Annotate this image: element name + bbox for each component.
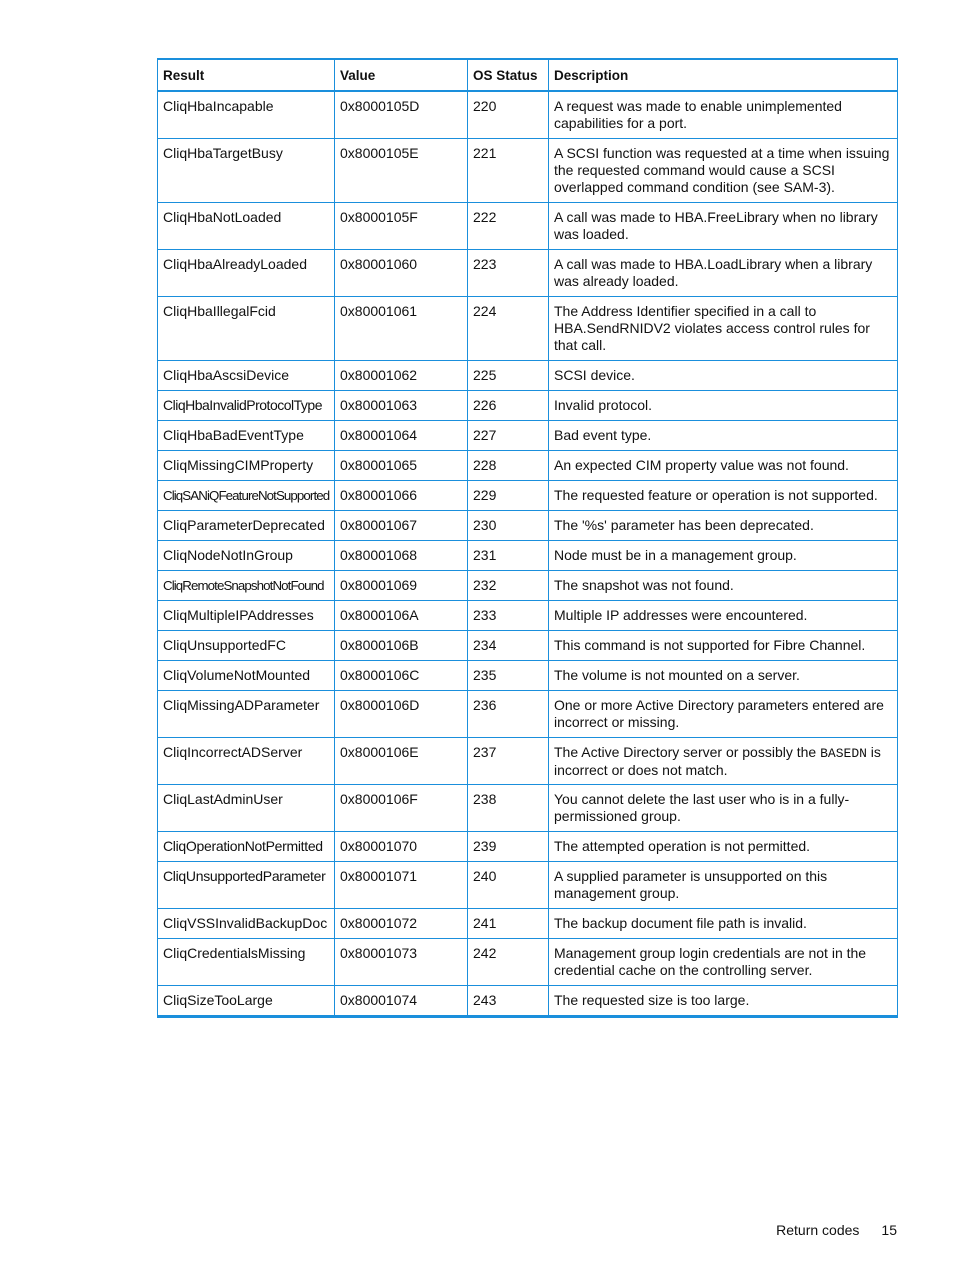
os-status-cell: 241 xyxy=(468,909,549,939)
page-number: 15 xyxy=(881,1222,897,1238)
description-cell: Management group login credentials are not in the credential cache on the controlling server. xyxy=(549,939,898,986)
description-cell: A SCSI function was requested at a time when issuing the requested command would cause a SCSI overlapped command condition (see SAM-3). xyxy=(549,139,898,203)
value-cell: 0x80001074 xyxy=(335,986,468,1017)
description-cell: The requested size is too large. xyxy=(549,986,898,1017)
table-row xyxy=(158,511,898,541)
column-header-result: Result xyxy=(158,59,335,91)
return-codes-table xyxy=(157,58,898,1018)
value-cell: 0x80001063 xyxy=(335,391,468,421)
result-cell: CliqVolumeNotMounted xyxy=(158,661,335,691)
table-row xyxy=(158,631,898,661)
os-status-cell: 236 xyxy=(468,691,549,738)
result-cell: CliqHbaIllegalFcid xyxy=(158,297,335,361)
page-footer xyxy=(700,1222,897,1238)
result-cell: CliqHbaTargetBusy xyxy=(158,139,335,203)
value-cell: 0x8000105F xyxy=(335,203,468,250)
result-cell: CliqSizeTooLarge xyxy=(158,986,335,1017)
result-cell: CliqMultipleIPAddresses xyxy=(158,601,335,631)
description-cell: The requested feature or operation is not supported. xyxy=(549,481,898,511)
table-row xyxy=(158,939,898,986)
os-status-cell: 228 xyxy=(468,451,549,481)
value-cell: 0x80001070 xyxy=(335,832,468,862)
os-status-cell: 230 xyxy=(468,511,549,541)
result-cell: CliqHbaInvalidProtocolType xyxy=(158,391,335,421)
description-cell: The backup document file path is invalid. xyxy=(549,909,898,939)
result-cell: CliqRemoteSnapshotNotFound xyxy=(158,571,335,601)
table-row xyxy=(158,691,898,738)
value-cell: 0x80001061 xyxy=(335,297,468,361)
result-cell: CliqNodeNotInGroup xyxy=(158,541,335,571)
result-cell: CliqMissingCIMProperty xyxy=(158,451,335,481)
value-cell: 0x8000106F xyxy=(335,785,468,832)
os-status-cell: 240 xyxy=(468,862,549,909)
value-cell: 0x80001072 xyxy=(335,909,468,939)
os-status-cell: 224 xyxy=(468,297,549,361)
table-header-row xyxy=(158,59,898,91)
basedn-code: BASEDN xyxy=(820,746,867,761)
description-cell: The volume is not mounted on a server. xyxy=(549,661,898,691)
os-status-cell: 234 xyxy=(468,631,549,661)
description-cell: The '%s' parameter has been deprecated. xyxy=(549,511,898,541)
description-cell xyxy=(549,738,898,785)
os-status-cell: 222 xyxy=(468,203,549,250)
table-row xyxy=(158,391,898,421)
os-status-cell: 231 xyxy=(468,541,549,571)
os-status-cell: 223 xyxy=(468,250,549,297)
description-cell: A supplied parameter is unsupported on this management group. xyxy=(549,862,898,909)
os-status-cell: 238 xyxy=(468,785,549,832)
table-row xyxy=(158,91,898,139)
table-row xyxy=(158,909,898,939)
description-cell: The attempted operation is not permitted. xyxy=(549,832,898,862)
result-cell: CliqLastAdminUser xyxy=(158,785,335,832)
description-cell: A request was made to enable unimplemented capabilities for a port. xyxy=(549,91,898,139)
table-row xyxy=(158,421,898,451)
os-status-cell: 229 xyxy=(468,481,549,511)
table-row xyxy=(158,451,898,481)
value-cell: 0x80001065 xyxy=(335,451,468,481)
column-header-description: Description xyxy=(549,59,898,91)
result-cell: CliqCredentialsMissing xyxy=(158,939,335,986)
result-cell: CliqHbaAscsiDevice xyxy=(158,361,335,391)
value-cell: 0x80001066 xyxy=(335,481,468,511)
result-cell: CliqVSSInvalidBackupDoc xyxy=(158,909,335,939)
table-row xyxy=(158,832,898,862)
result-cell: CliqUnsupportedFC xyxy=(158,631,335,661)
value-cell: 0x80001071 xyxy=(335,862,468,909)
value-cell: 0x8000105D xyxy=(335,91,468,139)
description-cell: Multiple IP addresses were encountered. xyxy=(549,601,898,631)
table-row xyxy=(158,541,898,571)
os-status-cell: 226 xyxy=(468,391,549,421)
table-row xyxy=(158,361,898,391)
result-cell: CliqHbaBadEventType xyxy=(158,421,335,451)
os-status-cell: 221 xyxy=(468,139,549,203)
table-row xyxy=(158,250,898,297)
result-cell: CliqHbaNotLoaded xyxy=(158,203,335,250)
value-cell: 0x80001064 xyxy=(335,421,468,451)
description-cell: The snapshot was not found. xyxy=(549,571,898,601)
result-cell: CliqHbaIncapable xyxy=(158,91,335,139)
description-cell: You cannot delete the last user who is in a fully-permissioned group. xyxy=(549,785,898,832)
description-cell: Invalid protocol. xyxy=(549,391,898,421)
os-status-cell: 233 xyxy=(468,601,549,631)
description-cell: The Address Identifier specified in a call to HBA.SendRNIDV2 violates access control rules for that call. xyxy=(549,297,898,361)
os-status-cell: 243 xyxy=(468,986,549,1017)
table-row xyxy=(158,862,898,909)
result-cell: CliqSANiQFeatureNotSupported xyxy=(158,481,335,511)
description-cell: A call was made to HBA.LoadLibrary when a library was already loaded. xyxy=(549,250,898,297)
table-row xyxy=(158,297,898,361)
table-row xyxy=(158,785,898,832)
table-row xyxy=(158,986,898,1017)
table-row xyxy=(158,738,898,785)
description-cell: An expected CIM property value was not found. xyxy=(549,451,898,481)
value-cell: 0x80001073 xyxy=(335,939,468,986)
os-status-cell: 227 xyxy=(468,421,549,451)
result-cell: CliqParameterDeprecated xyxy=(158,511,335,541)
value-cell: 0x8000106C xyxy=(335,661,468,691)
value-cell: 0x8000106D xyxy=(335,691,468,738)
description-text: is incorrect or does not match. xyxy=(554,744,881,778)
os-status-cell: 235 xyxy=(468,661,549,691)
table-row xyxy=(158,661,898,691)
description-cell: Node must be in a management group. xyxy=(549,541,898,571)
footer-section-title: Return codes xyxy=(776,1222,860,1238)
description-cell: SCSI device. xyxy=(549,361,898,391)
description-cell: A call was made to HBA.FreeLibrary when no library was loaded. xyxy=(549,203,898,250)
description-cell: This command is not supported for Fibre Channel. xyxy=(549,631,898,661)
result-cell: CliqHbaAlreadyLoaded xyxy=(158,250,335,297)
os-status-cell: 225 xyxy=(468,361,549,391)
os-status-cell: 237 xyxy=(468,738,549,785)
description-cell: Bad event type. xyxy=(549,421,898,451)
table-row xyxy=(158,481,898,511)
value-cell: 0x80001062 xyxy=(335,361,468,391)
value-cell: 0x80001069 xyxy=(335,571,468,601)
table-row xyxy=(158,203,898,250)
os-status-cell: 220 xyxy=(468,91,549,139)
value-cell: 0x8000106E xyxy=(335,738,468,785)
description-cell: One or more Active Directory parameters entered are incorrect or missing. xyxy=(549,691,898,738)
table-row xyxy=(158,571,898,601)
result-cell: CliqIncorrectADServer xyxy=(158,738,335,785)
table-row xyxy=(158,139,898,203)
os-status-cell: 239 xyxy=(468,832,549,862)
value-cell: 0x8000106A xyxy=(335,601,468,631)
value-cell: 0x80001067 xyxy=(335,511,468,541)
value-cell: 0x8000106B xyxy=(335,631,468,661)
description-text: The Active Directory server or possibly the xyxy=(554,744,821,760)
result-cell: CliqOperationNotPermitted xyxy=(158,832,335,862)
value-cell: 0x80001060 xyxy=(335,250,468,297)
column-header-os-status: OS Status xyxy=(468,59,549,91)
value-cell: 0x80001068 xyxy=(335,541,468,571)
result-cell: CliqMissingADParameter xyxy=(158,691,335,738)
result-cell: CliqUnsupportedParameter xyxy=(158,862,335,909)
column-header-value: Value xyxy=(335,59,468,91)
table-row xyxy=(158,601,898,631)
os-status-cell: 242 xyxy=(468,939,549,986)
os-status-cell: 232 xyxy=(468,571,549,601)
value-cell: 0x8000105E xyxy=(335,139,468,203)
